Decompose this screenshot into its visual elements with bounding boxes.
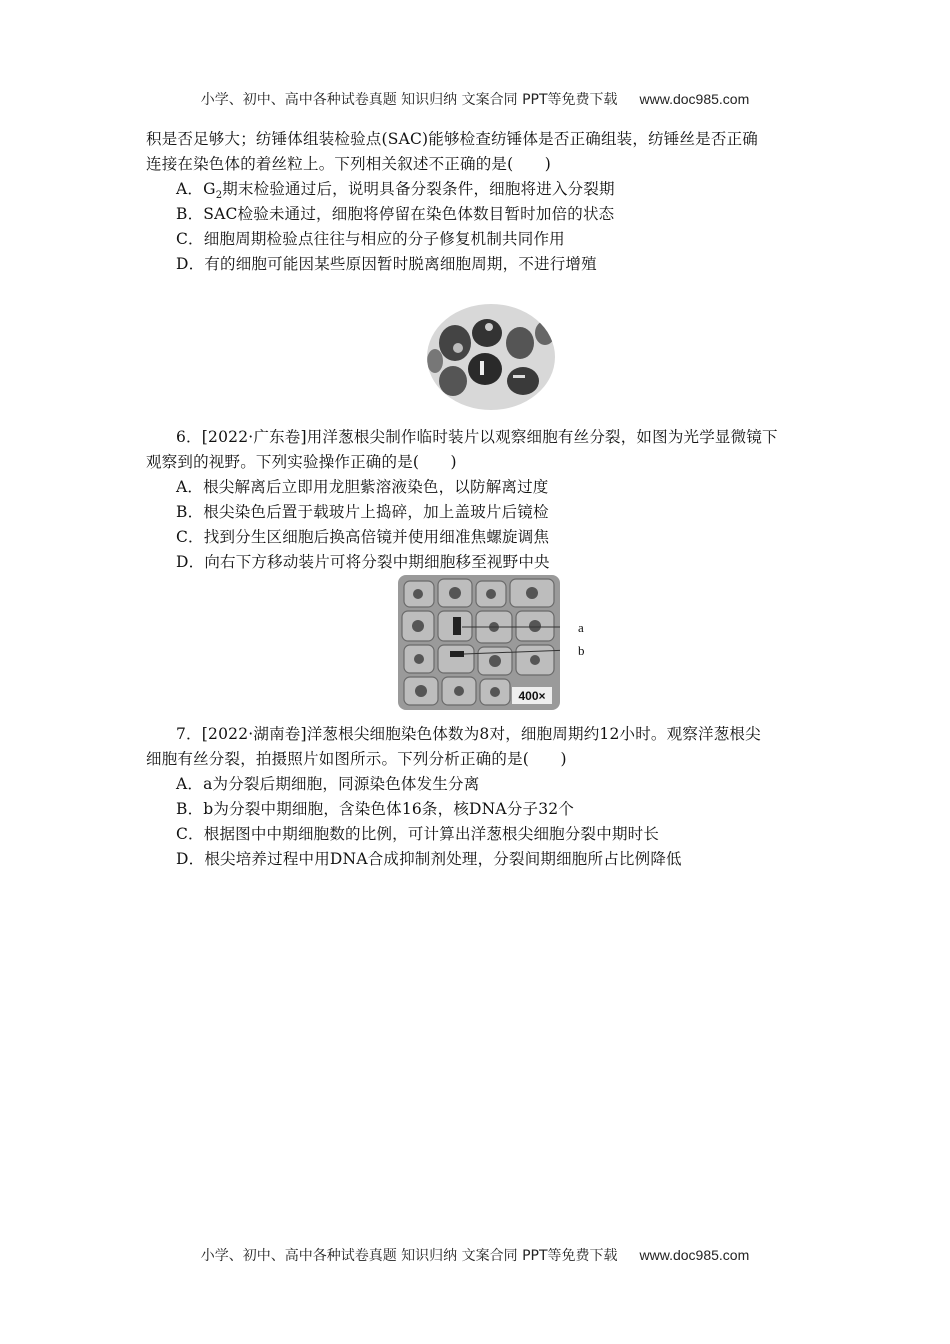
root-tip-micrograph-image xyxy=(398,575,560,710)
q5-line1: 积是否足够大；纺锤体组装检验点(SAC)能够检查纺锤体是否正确组装，纺锤丝是否正确 xyxy=(146,130,758,148)
figure-label-a: a xyxy=(578,620,584,635)
q7-option-c: C．根据图中中期细胞数的比例，可计算出洋葱根尖细胞分裂中期时长 xyxy=(176,825,660,843)
q7-stem-line1: 7．[2022·湖南卷]洋葱根尖细胞染色体数为8对，细胞周期约12小时。观察洋葱根尖 xyxy=(176,725,761,743)
q5-option-d: D．有的细胞可能因某些原因暂时脱离细胞周期，不进行增殖 xyxy=(176,255,597,273)
header-text: 小学、初中、高中各种试卷真题 知识归纳 文案合同 PPT等免费下载 xyxy=(200,92,618,108)
page-header xyxy=(0,89,950,109)
magnification-label: 400× xyxy=(518,689,546,703)
footer-site[interactable]: www.doc985.com xyxy=(639,1247,750,1263)
q6-option-a: A．根尖解离后立即用龙胆紫溶液染色，以防解离过度 xyxy=(176,478,549,496)
micrograph-circular-image xyxy=(425,303,557,411)
root-tip-micrograph xyxy=(398,575,560,710)
q6-option-b: B．根尖染色后置于载玻片上捣碎，加上盖玻片后镜检 xyxy=(176,503,549,521)
q7-option-d: D．根尖培养过程中用DNA合成抑制剂处理，分裂间期细胞所占比例降低 xyxy=(176,850,682,868)
q5-option-b: B．SAC检验未通过，细胞将停留在染色体数目暂时加倍的状态 xyxy=(176,205,615,223)
q6-stem-line1: 6．[2022·广东卷]用洋葱根尖制作临时装片以观察细胞有丝分裂，如图为光学显微镜下 xyxy=(176,428,778,446)
q5-option-c: C．细胞周期检验点往往与相应的分子修复机制共同作用 xyxy=(176,230,565,248)
figure-label-b: b xyxy=(578,643,585,658)
q5-line2: 连接在染色体的着丝粒上。下列相关叙述不正确的是( ) xyxy=(146,155,551,173)
q5-option-a-subscript: 2 xyxy=(215,190,223,202)
q5-option-a-prefix: A．G xyxy=(176,180,216,198)
q6-option-d: D．向右下方移动装片可将分裂中期细胞移至视野中央 xyxy=(176,553,550,571)
q6-stem-line2: 观察到的视野。下列实验操作正确的是( ) xyxy=(146,453,457,471)
q5-option-a-text: 期末检验通过后，说明具备分裂条件，细胞将进入分裂期 xyxy=(222,180,615,198)
q6-option-c: C．找到分生区细胞后换高倍镜并使用细准焦螺旋调焦 xyxy=(176,528,550,546)
q7-stem-line2: 细胞有丝分裂，拍摄照片如图所示。下列分析正确的是( ) xyxy=(146,750,567,768)
q5-option-a xyxy=(176,177,615,201)
footer-text: 小学、初中、高中各种试卷真题 知识归纳 文案合同 PPT等免费下载 xyxy=(200,1248,618,1264)
q7-option-b: B．b为分裂中期细胞，含染色体16条，核DNA分子32个 xyxy=(176,800,575,818)
header-site[interactable]: www.doc985.com xyxy=(639,91,750,107)
page-footer xyxy=(0,1245,950,1265)
q7-option-a: A．a为分裂后期细胞，同源染色体发生分离 xyxy=(176,775,480,793)
